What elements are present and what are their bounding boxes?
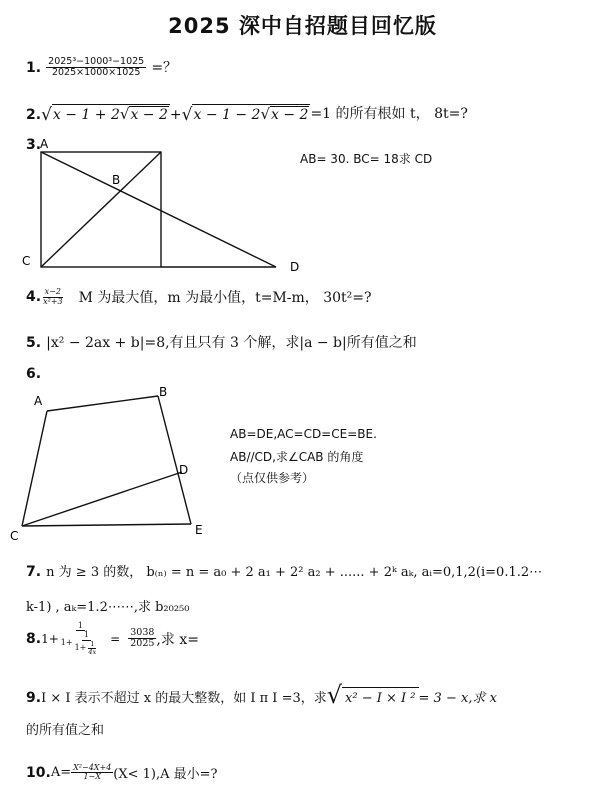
question-4-fraction xyxy=(41,288,65,306)
question-8-rhs xyxy=(128,628,156,649)
question-8-lead-2: 1+ xyxy=(60,638,73,648)
question-9-number: 9. xyxy=(26,690,42,706)
line-a-to-d xyxy=(41,152,276,267)
question-1-numerator: 2025³−1000³−1025 xyxy=(48,56,145,68)
question-9-radical-text: x² − I × I ² xyxy=(342,687,418,706)
question-8-number: 8. xyxy=(26,630,42,647)
diagonal-line xyxy=(41,152,161,267)
segment-be xyxy=(158,396,191,524)
question-2-radical-b-text: x − 1 − 2 xyxy=(193,107,261,123)
segment-cd xyxy=(22,472,182,526)
question-2-radical-b: √ x − 1 − 2√x − 2 xyxy=(181,105,309,125)
question-10-fraction xyxy=(71,764,113,782)
question-8-tail: ,求 x= xyxy=(156,631,199,648)
question-6-number: 6. xyxy=(26,366,42,382)
question-8 xyxy=(26,622,199,655)
question-8-equals: = xyxy=(110,631,121,646)
question-8-level-2 xyxy=(59,631,102,655)
question-8-lead: 1+ xyxy=(41,631,59,646)
question-3-number: 3. xyxy=(26,137,42,153)
question-4-number: 4. xyxy=(26,289,42,305)
question-1-fraction xyxy=(46,57,146,78)
label-a: A xyxy=(34,394,43,408)
question-2 xyxy=(26,103,468,123)
question-8-rhs-numerator: 3038 xyxy=(130,627,155,639)
question-8-lead-3: 1+ xyxy=(74,642,87,652)
label-d: D xyxy=(179,463,189,477)
question-7-line-1: n 为 ≥ 3 的数， b₍ₙ₎ = n = a₀ + 2 a₁ + 2² a₂ + ...... + 2ᵏ aₖ, aᵢ=0,1,2(i=0.1.2⋯ xyxy=(46,565,543,580)
question-2-number: 2. xyxy=(26,107,42,123)
question-6-line-1: AB=DE,AC=CD=CE=BE. xyxy=(230,427,377,441)
question-8-one-b: 1 xyxy=(83,630,89,640)
question-3-given: AB= 30. BC= 18求 CD xyxy=(300,152,433,166)
label-b: B xyxy=(159,385,168,399)
question-8-continued-fraction xyxy=(59,622,102,655)
question-10-denominator: 1−X xyxy=(83,772,101,781)
question-8-level-2-fraction xyxy=(73,631,101,655)
question-8-level-3 xyxy=(73,641,101,656)
question-2-inner-a: x − 2 xyxy=(130,107,168,123)
question-9-text-1: I × I 表示不超过 x 的最大整数，如 I π I =3，求 xyxy=(41,691,327,706)
question-8-one-a: 1 xyxy=(77,621,84,630)
segment-ce xyxy=(22,524,191,526)
question-6-figure xyxy=(5,383,220,548)
question-5 xyxy=(26,332,417,352)
question-1-denominator: 2025×1000×1025 xyxy=(51,67,141,78)
question-2-radical-a: √ x − 1 + 2√x − 2 xyxy=(41,105,168,125)
question-2-plus: + xyxy=(169,107,182,123)
question-1 xyxy=(26,57,177,78)
question-9-text-2: = 3 − x,求 x xyxy=(418,691,497,706)
question-7-number: 7. xyxy=(26,564,42,580)
question-6-line-2: AB//CD,求∠CAB 的角度 xyxy=(230,450,364,464)
question-10-number: 10. xyxy=(26,764,51,781)
label-e: E xyxy=(195,523,203,537)
question-2-tail: =1 的所有根如 t， 8t=? xyxy=(310,106,468,122)
label-b: B xyxy=(112,173,121,187)
question-2-radical-a-text: x − 1 + 2 xyxy=(52,107,120,123)
segment-ab xyxy=(47,396,158,411)
segment-ac xyxy=(22,411,47,526)
question-1-tail: =？ xyxy=(151,60,178,76)
question-8-one-c: 1 xyxy=(90,639,95,648)
question-7 xyxy=(26,561,542,580)
page-title: 2025 深中自招题目回忆版 xyxy=(168,14,437,38)
question-9-radical: √ x² − I × I ² xyxy=(327,684,419,706)
question-1-number: 1. xyxy=(26,60,42,76)
question-9-line-2: 的所有值之和 xyxy=(26,723,105,738)
question-10-tail: (X< 1),A 最小=? xyxy=(113,767,218,782)
label-a: A xyxy=(40,137,49,151)
question-10-numerator: X²−4X+4 xyxy=(73,762,112,772)
question-5-text: |x² − 2ax + b|=8,有且只有 3 个解，求|a − b|所有值之和 xyxy=(46,335,417,351)
label-d: D xyxy=(290,260,300,274)
question-8-rhs-denominator: 2025 xyxy=(130,638,155,650)
question-9 xyxy=(26,681,497,709)
question-6-line-3: （点仅供参考） xyxy=(230,471,315,485)
label-c: C xyxy=(22,254,31,268)
question-10 xyxy=(26,763,218,782)
question-8-level-3-fraction xyxy=(86,641,98,656)
question-4-numerator: x−2 xyxy=(44,287,61,297)
question-8-four-x: 4x xyxy=(88,647,97,656)
question-4 xyxy=(26,287,372,307)
label-c: C xyxy=(10,529,19,543)
question-5-number: 5. xyxy=(26,335,42,351)
question-2-inner-b: x − 2 xyxy=(271,107,309,123)
question-10-lead: A= xyxy=(50,765,72,780)
question-4-text: M 为最大值，m 为最小值，t=M-m， 30t²=? xyxy=(78,290,372,306)
question-3-figure xyxy=(10,135,310,280)
question-7-line-2: k-1) , aₖ=1.2⋯⋯,求 b₂₀₂₅₀ xyxy=(26,600,190,615)
question-4-denominator: x²+3 xyxy=(43,296,63,306)
